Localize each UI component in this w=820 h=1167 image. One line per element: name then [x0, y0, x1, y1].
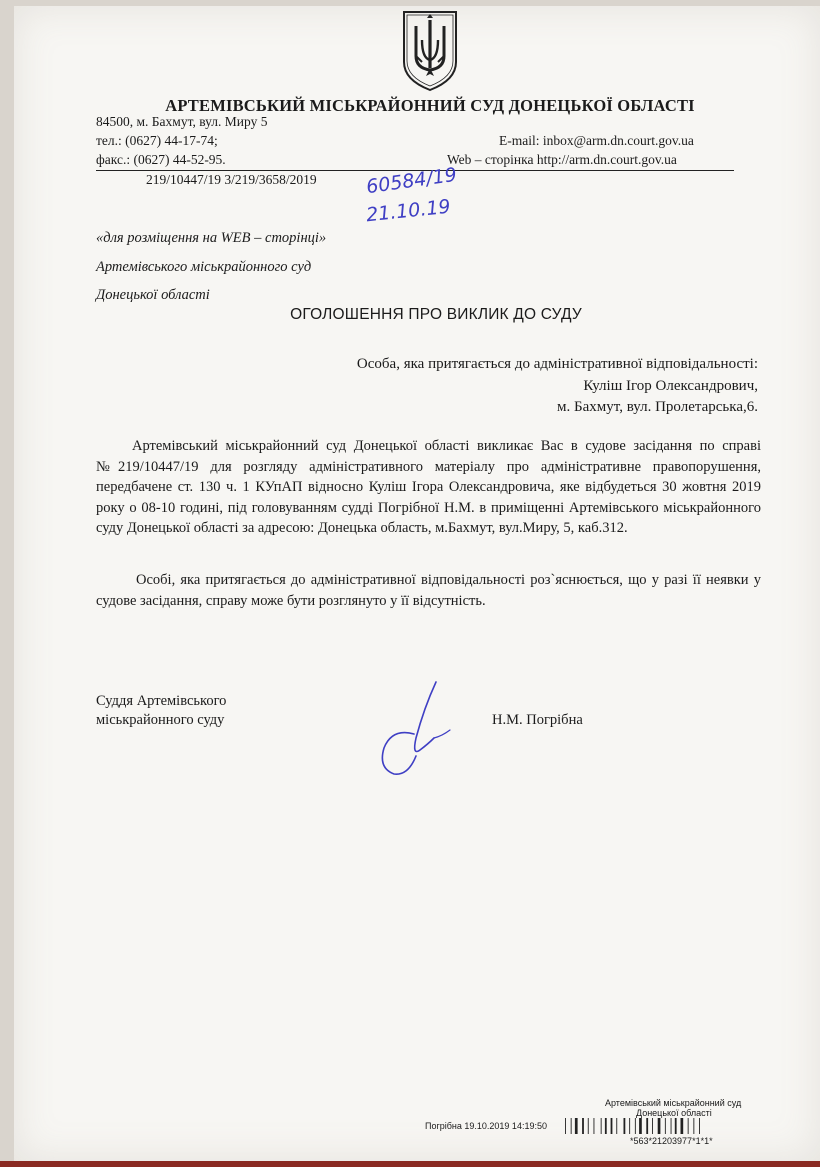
publication-note-line3: Донецької області	[96, 287, 210, 303]
court-fax: факс.: (0627) 44-52-95.	[96, 152, 226, 167]
barcode-number: *563*21203977*1*1*	[630, 1136, 713, 1146]
publication-note-line2: Артемівського міськрайонного суд	[96, 259, 312, 275]
addressee-intro: Особа, яка притягається до адміністративної відповідальності:	[356, 356, 758, 372]
absence-notice-paragraph	[96, 570, 761, 611]
summons-paragraph-text: Артемівський міськрайонний суд Донецької області викликає Вас в судове засідання по справі №219/10447/19 для розгляду адміністративного матеріалу про адміністративне правопорушення, передбачене ст. 130 ч. 1 КУпАП відносно Куліш Ігора Олександровича, яке відбудеться 30 жовтня 2019 року о 08-10 годині, під головуванням судді Погрібної Н.М. в приміщенні Артемівського міськрайонного суду Донецької області за адресою: Донецька область, м.Бахмут, вул.Миру, 5, каб.312.	[96, 438, 761, 536]
stamp-court-line1: Артемівський міськрайонний суд	[605, 1098, 742, 1108]
court-name: АРТЕМІВСЬКИЙ МІСЬКРАЙОННИЙ СУД ДОНЕЦЬКОЇ ОБЛАСТІ	[165, 96, 695, 115]
court-phone: тел.: (0627) 44-17-74;	[96, 133, 218, 148]
barcode	[565, 1116, 765, 1136]
signatory-name: Н.М. Погрібна	[492, 712, 583, 728]
signatory-position-line2: міськрайонного суду	[96, 712, 225, 728]
stamp-timestamp: Погрібна 19.10.2019 14:19:50	[425, 1121, 547, 1131]
stamp-court-line2: Донецької області	[636, 1108, 712, 1118]
publication-note-line1: «для розміщення на WEB – сторінці»	[96, 230, 327, 246]
court-email: E-mail: inbox@arm.dn.court.gov.ua	[499, 133, 694, 148]
addressee-address: м. Бахмут, вул. Пролетарська,6.	[557, 399, 758, 415]
signatory-position-line1: Суддя Артемівського	[96, 693, 227, 709]
handwritten-registration-number: 60584/19	[364, 163, 459, 199]
handwritten-signature	[372, 678, 452, 782]
summons-paragraph	[96, 436, 761, 539]
scan-edge	[0, 1161, 820, 1167]
document-title: ОГОЛОШЕННЯ ПРО ВИКЛИК ДО СУДУ	[290, 306, 582, 323]
court-website: Web – сторінка http://arm.dn.court.gov.ua	[447, 152, 677, 167]
handwritten-registration-date: 21.10.19	[365, 195, 452, 227]
absence-notice-text: Особі, яка притягається до адміністративної відповідальності роз`яснюється, що у разі її неявки у судове засідання, справу може бути розглянуто у її відсутність.	[96, 572, 761, 609]
addressee-name: Куліш Ігор Олександрович,	[583, 378, 758, 394]
coat-of-arms-icon	[401, 10, 459, 92]
case-numbers: 219/10447/19 3/219/3658/2019	[146, 172, 317, 187]
court-address: 84500, м. Бахмут, вул. Миру 5	[96, 114, 268, 129]
